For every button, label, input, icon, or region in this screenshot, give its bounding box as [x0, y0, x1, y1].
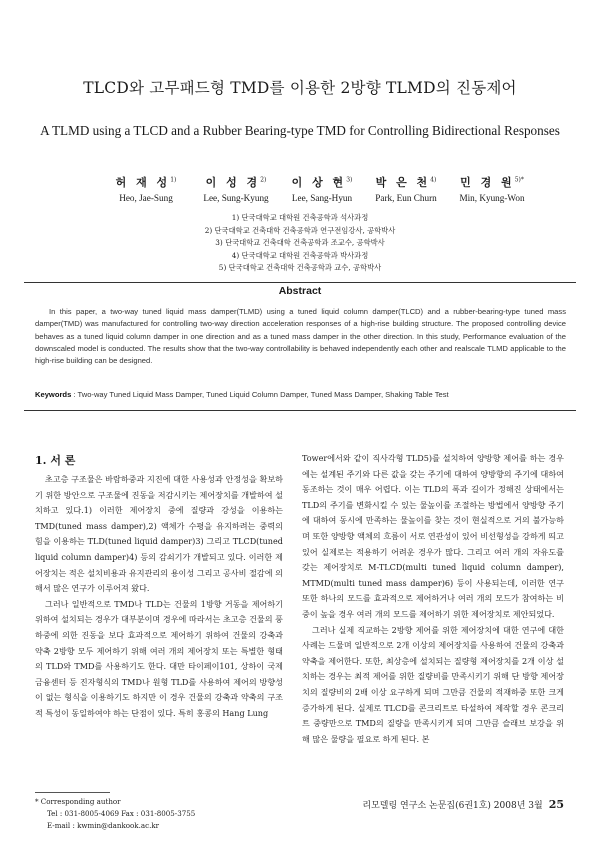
author-sup: 4) [430, 176, 437, 184]
affiliation-list [0, 212, 600, 275]
footnote-phone: Tel : 031-8005-4069 Fax : 031-8005-3755 [47, 808, 196, 818]
author [190, 174, 282, 203]
author-sup: 3) [346, 176, 353, 184]
body-column-left [35, 472, 283, 722]
footnote-email: E-mail : kwmin@dankook.ac.kr [47, 820, 160, 830]
author [446, 174, 538, 203]
author-sup: 2) [260, 176, 267, 184]
paragraph: 초고층 구조물은 바람하중과 지진에 대한 사용성과 안정성을 확보하기 위한 방안으로 구조물에 진동을 저감시키는 제어장치를 개발하여 설치하고 있다.1) 이러한 제어장치 중에 질량과 강성을 이용하는 TMD(tuned mass damper),2) 액체가 수평을 유지하려는 중력의 힘을 이용하는 TLD(tuned liquid damper)3) 그리고 TLCD(tuned liquid column damper)4) 등의 감쇠기가 개발되고 있다. 이러한 제어장치는 적은 설치비용과 유지관리의 용이성 그리고 공사비 절감에 의해서 많은 연구가 이루어져 왔다. [35, 474, 283, 594]
author-name-en: Heo, Jae-Sung [119, 193, 173, 203]
author-name-ko: 허 재 성 [115, 176, 171, 189]
affiliation: 4) 단국대학교 대학원 건축공학과 박사과정 [231, 250, 369, 260]
author-name-en: Park, Eun Churn [375, 193, 437, 203]
author-name-en: Min, Kyung-Won [459, 193, 525, 203]
abstract-text: In this paper, a two-way tuned liquid mass damper(TLMD) using a tuned liquid column damper(TLCD) and a rubber-bearing-type tuned mass damper(TMD) was manufactured for controlling two-way direction acceleration responses of a high-rise building structure. The proposed controlling device behaves as a tuned liquid column damper in one direction and as a tuned mass damper in the other direction. In this study, Performance evaluation of the downscaled model is conducted. The results show that the two-way controllability is behaved independently each other and realscale TLMD applicable to the high-rise building can be designed. [35, 307, 566, 366]
affiliation: 2) 단국대학교 건축대학 건축공학과 연구전임강사, 공학박사 [204, 225, 396, 235]
author-name-en: Lee, Sung-Kyung [203, 193, 269, 203]
paragraph: 그러나 일반적으로 TMD나 TLD는 건물의 1방향 거동을 제어하기 위하여 설치되는 경우가 대부분이며 경우에 따라서는 초고층 건물의 풍하중에 의한 진동을 보다 효과적으로 제어하기 위하여 건물의 강축과 약축 2방향 모두 제어하기 위해 여러 개의 제어장치 또는 특별한 형태의 TLD와 TMD를 사용하기도 한다. 대만 타이페이101, 상하이 국제 금융센터 등 진자형식의 TMD나 원형 TLD를 사용하여 제어의 방향성이 없는 형식을 이용하기도 하지만 이 경우 건물의 강축과 약축의 구조적 특성이 동일하여야 하는 단점이 있다. 특히 홍콩의 Hang Lung [35, 598, 283, 718]
paper-title-korean: TLCD와 고무패드형 TMD를 이용한 2방향 TLMD의 진동제어 [83, 79, 517, 97]
affiliation: 5) 단국대학교 건축대학 건축공학과 교수, 공학박사 [218, 263, 382, 273]
abstract-heading: Abstract [278, 285, 322, 297]
paper-title-english: A TLMD using a TLCD and a Rubber Bearing-type TMD for Controlling Bidirectional Responses [40, 123, 560, 138]
paragraph: Tower에서와 같이 직사각형 TLD5)를 설치하여 양방향 제어를 하는 경우에는 설계된 주기와 다른 값을 갖는 주기에 대하여 양방향의 주기에 대하여 동조하는 것이 매우 어렵다. 이는 TLD의 폭과 길이가 정해진 상태에서는 TLD의 주기를 변화시킬 수 있는 물높이를 조절하는 방법에서 양방향 주기에 대하여 동시에 만족하는 물높이를 찾는 것이 현실적으로 거의 불가능하며 또한 양방향 액체의 흐름이 서로 연관성이 있어 비선형성을 강하게 띄고 있어 실제로는 적용하기 어려운 경우가 많다. 그리고 여러 개의 자유도를 갖는 제어장치로 M-TLCD(multi tuned liquid column damper), MTMD(multi tuned mass damper)6) 등이 사용되는데, 이러한 연구 또한 하나의 모드를 효과적으로 제어하거나 여러 개의 모드가 참여하는 비중이 높을 경우 여러 개의 모드를 제어하기 위한 제어장치로 제안되었다. [302, 453, 564, 619]
footnote [35, 796, 195, 831]
author-name-en: Lee, Sang-Hyun [291, 193, 353, 203]
keywords-text: : Two-way Tuned Liquid Mass Damper, Tuned Liquid Column Damper, Tuned Mass Damper, Shaking Table Test [71, 390, 449, 399]
page-footer [362, 798, 564, 811]
section-heading: 1. 서 론 [35, 454, 76, 467]
author-name-ko: 박 은 천 [375, 176, 431, 189]
author [276, 174, 368, 203]
divider-bottom [24, 410, 576, 411]
author-name-ko: 이 성 경 [205, 176, 261, 189]
body-column-right [302, 451, 564, 747]
affiliation: 3) 단국대학교 건축대학 건축공학과 조교수, 공학박사 [215, 238, 385, 248]
footnote-rule [35, 792, 110, 793]
affiliation: 1) 단국대학교 대학원 건축공학과 석사과정 [231, 213, 369, 222]
keywords-label: Keywords [35, 390, 72, 399]
keywords [35, 390, 566, 399]
author [360, 174, 452, 203]
paragraph: 그러나 실제 직교하는 2방향 제어를 위한 제어장치에 대한 연구에 대한 사례는 드물며 일반적으로 2개 이상의 제어장치를 사용하여 건물의 강축과 약축을 제어한다. 또한, 최상층에 설치되는 질량형 제어장치를 2개 이상 설치하는 경우는 최적 제어를 위한 질량비를 만족시키기 위해 단 방향 제어장치의 질량비의 2배 이상 요구하게 되며 그만큼 건물의 적재하중 또한 크게 증가하게 된다. 실제로 TLCD를 콘크리트로 타설하여 제작할 경우 콘크리트 중량만으로 TMD의 질량을 만족시키게 되며 그만큼 슬래브 보강을 위해 많은 물량을 필요로 하게 된다. 본 [302, 624, 564, 744]
author-name-ko: 민 경 원 [460, 176, 515, 189]
footnote-label: * Corresponding author [35, 797, 121, 806]
page-number: 25 [548, 798, 564, 811]
author-sup: 5)* [514, 176, 524, 184]
author-sup: 1) [170, 176, 177, 184]
author [100, 174, 192, 203]
divider-top [24, 282, 576, 283]
journal-info: 리모델링 연구소 논문집(6권1호) 2008년 3월 [362, 801, 543, 811]
author-name-ko: 이 상 현 [291, 176, 347, 189]
